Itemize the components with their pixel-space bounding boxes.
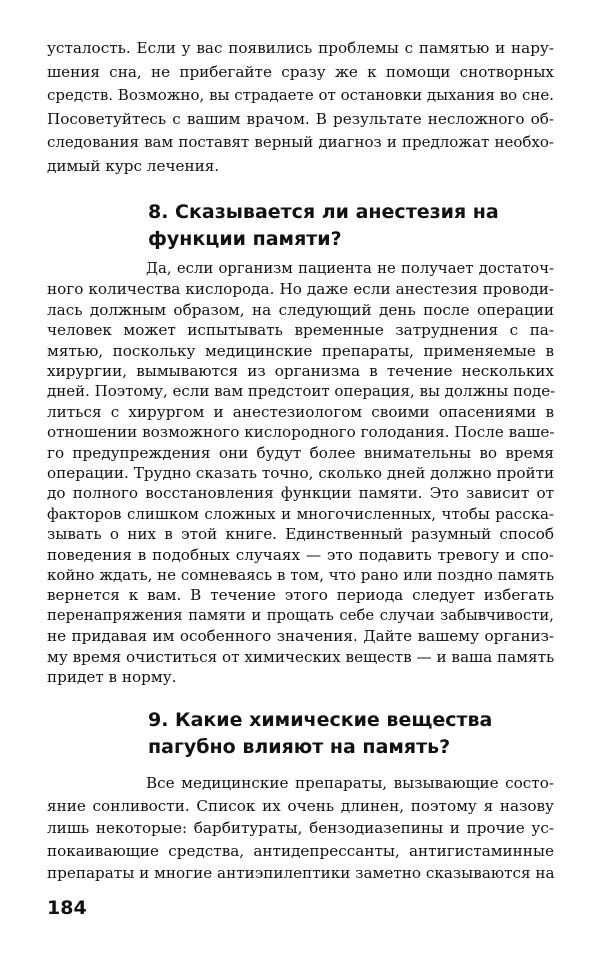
text-line: му время очиститься от химических веществ — и ваша память (47, 647, 555, 666)
text-line: следования вам поставят верный диагноз и предложат необхо- (47, 133, 554, 152)
text-line: димый курс лечения. (47, 157, 220, 175)
heading-line: 9. Какие химические вещества (148, 709, 493, 731)
text-line: вернется к вам. В течение этого периода следует избегать (47, 586, 554, 605)
text-line: до полного восстановления функции памяти. Это зависит от (47, 484, 554, 503)
text-line: го предупреждения они будут более внимательны во время (47, 443, 554, 462)
text-line: дней. Поэтому, если вам предстоит операция, вы должны поде- (47, 382, 556, 401)
text-line: ного количества кислорода. Но даже если анестезия проводи- (47, 280, 554, 299)
text-line: койно ждать, не сомневаясь в том, что рано или поздно память (47, 566, 555, 584)
text-line: не придавая им особенного значения. Дайте вашему организ- (47, 627, 554, 646)
text-line: перенапряжения памяти и прощать себе случаи забывчивости, (47, 606, 554, 624)
text-line: Все медицинские препараты, вызывающие состо- (146, 774, 554, 792)
text-line: поведения в подобных случаях — это подавить тревогу и спо- (47, 545, 554, 564)
heading-line: функции памяти? (148, 228, 342, 250)
text-line: мятью, поскольку медицинские препараты, применяемые в (47, 341, 554, 360)
text-line: средств. Возможно, вы страдаете от остановки дыхания во сне. (47, 86, 554, 105)
heading-line: 8. Сказывается ли анестезия на (148, 201, 499, 223)
text-line: человек может испытывать временные затруднения с па- (47, 321, 554, 340)
text-line: хирургии, вымываются из организма в течение нескольких (47, 362, 554, 380)
text-line: шения сна, не прибегайте сразу же к помощи снотворных (47, 62, 554, 81)
text-line: Да, если организм пациента не получает достаточ- (146, 260, 554, 277)
text-line: усталость. Если у вас появились проблемы с памятью и нару- (47, 39, 554, 57)
text-line: зывать о них в этой книге. Единственный разумный способ (47, 525, 554, 544)
text-line: литься с хирургом и анестезиологом своими опасениями в (47, 402, 554, 421)
text-line: лась должным образом, на следующий день после операции (47, 300, 554, 319)
text-line: придет в норму. (47, 668, 177, 686)
heading-line: пагубно влияют на память? (148, 736, 451, 758)
text-line: яние сонливости. Список их очень длинен, поэтому я назову (47, 796, 554, 815)
text-line: отношении возможного кислородного голодания. После ваше- (47, 423, 555, 442)
text-line: Посоветуйтесь с вашим врачом. В результате несложного об- (47, 109, 554, 128)
text-line: факторов слишком сложных и многочисленных, чтобы расска- (47, 504, 554, 523)
text-line: операции. Трудно сказать точно, сколько дней должно пройти (47, 464, 555, 482)
text-line: покаивающие средства, антидепрессанты, антигистаминные (47, 841, 554, 860)
text-line: препараты и многие антиэпилептики заметно сказываются на (47, 864, 555, 882)
text-line: лишь некоторые: барбитураты, бензодиазепины и прочие ус- (47, 819, 554, 837)
page-number: 184 (47, 897, 87, 919)
